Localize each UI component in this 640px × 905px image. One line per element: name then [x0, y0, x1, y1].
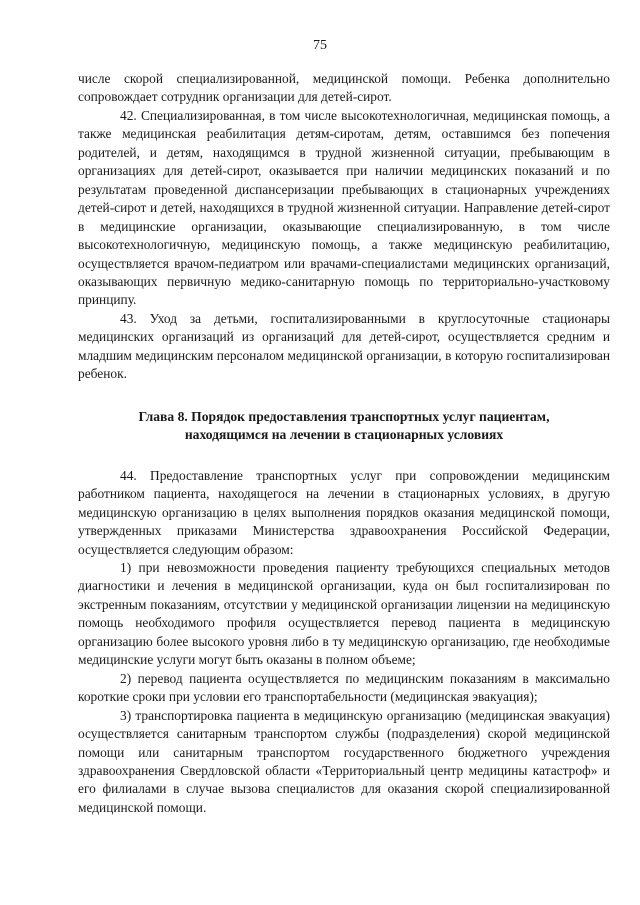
- chapter-heading-line-1: Глава 8. Порядок предоставления транспортных услуг пациентам,: [138, 408, 550, 424]
- chapter-heading-line-2: находящимся на лечении в стационарных условиях: [184, 427, 504, 443]
- list-item-1: 1) при невозможности проведения пациенту требующихся специальных методов диагностики и лечения в медицинской организации, куда он был госпитализирован по экстренным показаниям, отсутствии у медицинской организации лицензии на медицинскую помощь необходимого профиля осуществляется перевод пациента в медицинскую организацию более высокого уровня либо в ту медицинскую организацию, где необходимые медицинские услуги могут быть оказаны в полном объеме;: [78, 559, 610, 668]
- list-item-3: 3) транспортировка пациента в медицинскую организацию (медицинская эвакуация) осуществляется санитарным транспортом службы (подразделения) скорой медицинской помощи или санитарным транспортом государственного бюджетного учреждения здравоохранения Свердловской области «Территориальный центр медицины катастроф» и его филиалами в случае вызова специалистов для оказания скорой специализированной медицинской помощи.: [78, 707, 610, 815]
- document-body: [78, 70, 610, 817]
- paragraph-item-43: 43. Уход за детьми, госпитализированными в круглосуточные стационары медицинских организаций из организаций для детей-сирот, осуществляется средним и младшим медицинским персоналом медицинской организации, в которую госпитализирован ребенок.: [78, 310, 610, 382]
- chapter-heading: [78, 408, 610, 445]
- list-item-2: 2) перевод пациента осуществляется по медицинским показаниям в максимально короткие сроки при условии его транспортабельности (медицинская эвакуация);: [78, 670, 610, 705]
- paragraph-item-44: 44. Предоставление транспортных услуг при сопровождении медицинским работником пациента, находящегося на лечении в стационарных условиях, в другую медицинскую организацию в целях выполнения порядков оказания медицинской помощи, утвержденных приказами Министерства здравоохранения Российской Федерации, осуществляется следующим образом:: [78, 467, 610, 557]
- paragraph-item-42: 42. Специализированная, в том числе высокотехнологичная, медицинская помощь, а также медицинская реабилитация детям-сиротам, детям, оставшимся без попечения родителей, и детям, находящимся в трудной жизненной ситуации, пребывающим в организациях для детей-сирот, оказывается при наличии медицинских показаний и по результатам проведенной диспансеризации пребывающих в стационарных учреждениях детей-сирот и детей, находящихся в трудной жизненной ситуации. Направление детей-сирот в медицинские организации, оказывающие специализированную, в том числе высокотехнологичную, медицинскую помощь, а также медицинскую реабилитацию, осуществляется врачом-педиатром или врачами-специалистами медицинских организаций, оказывающих первичную медико-санитарную помощь по территориально-участковому принципу.: [78, 107, 610, 308]
- page-number: 75: [313, 38, 327, 53]
- paragraph-continuation: числе скорой специализированной, медицинской помощи. Ребенка дополнительно сопровождает сотрудник организации для детей-сирот.: [78, 71, 610, 105]
